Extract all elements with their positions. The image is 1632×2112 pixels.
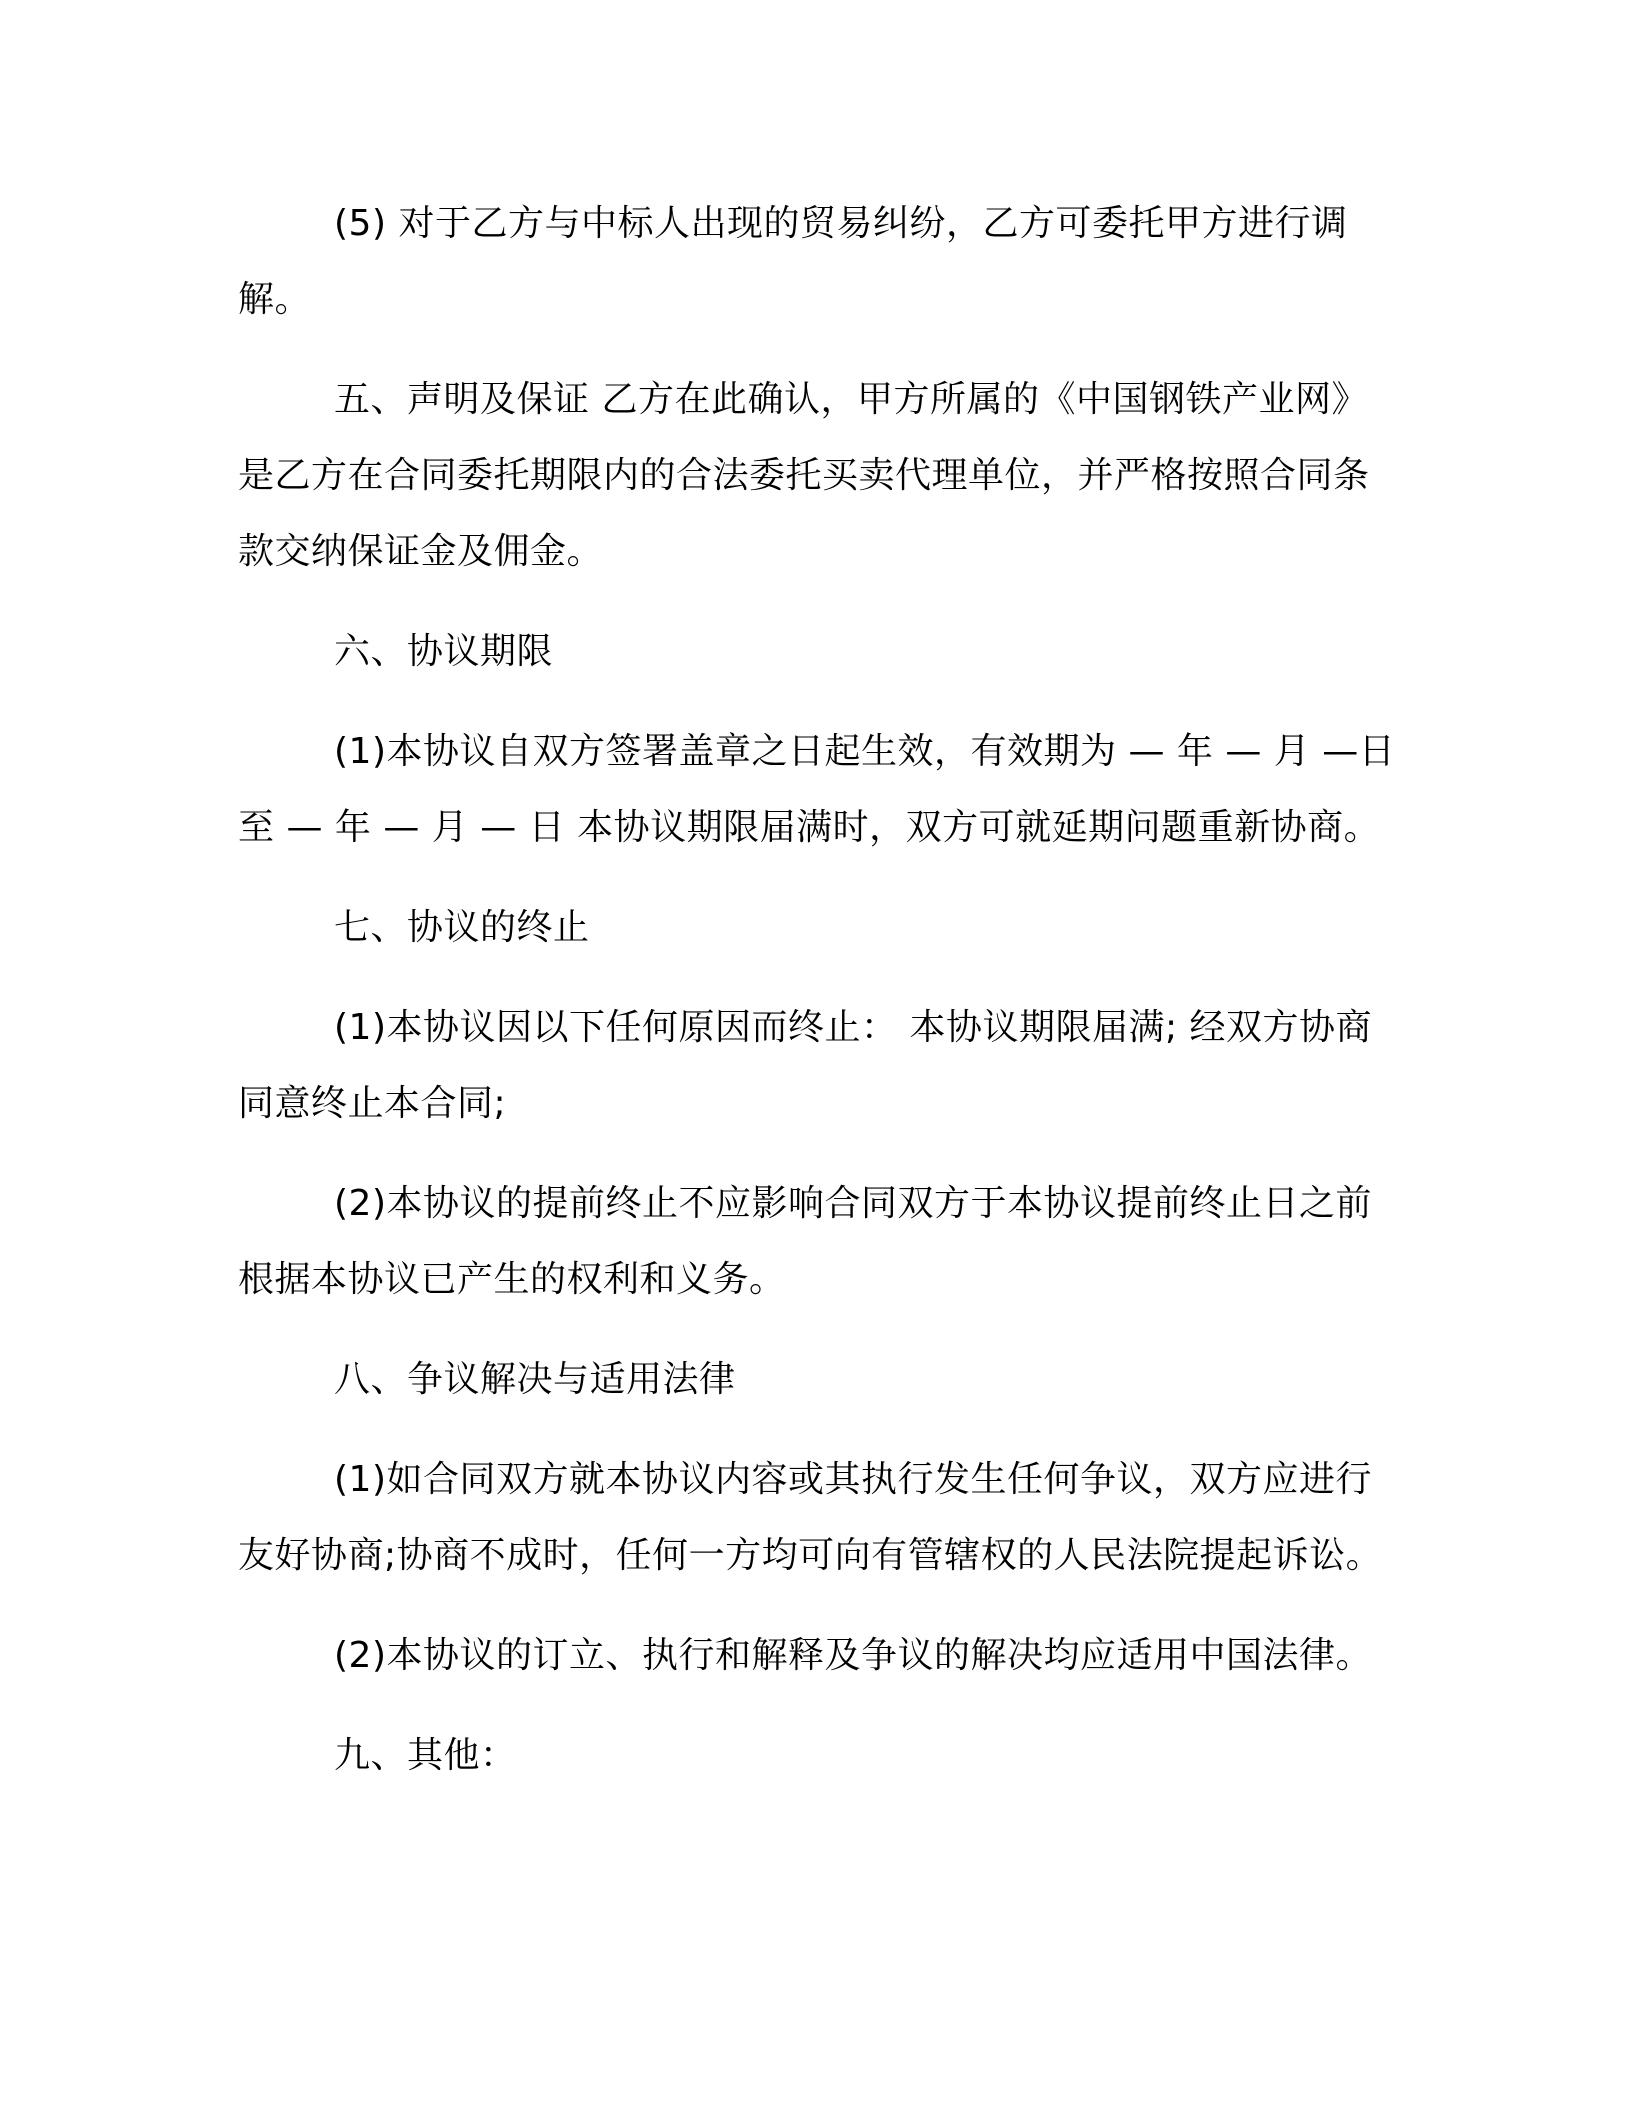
- document-body: [238, 186, 1400, 1794]
- heading-section-8-disputes: 八、争议解决与适用法律: [334, 1359, 736, 1400]
- heading-section-6-term: 六、协议期限: [334, 631, 554, 672]
- paragraph-clause-5: (5) 对于乙方与中标人出现的贸易纠纷，乙方可委托甲方进行调解。: [238, 203, 1348, 320]
- paragraph-term-clause-1: (1)本协议自双方签署盖章之日起生效，有效期为 — 年 — 月 —日至 — 年 — 月 — 日 本协议期限届满时，双方可就延期问题重新协商。: [238, 731, 1396, 848]
- heading-section-7-termination: 七、协议的终止: [334, 907, 590, 948]
- paragraph-termination-clause-2: (2)本协议的提前终止不应影响合同双方于本协议提前终止日之前根据本协议已产生的权利和义务。: [238, 1183, 1372, 1300]
- paragraph-section-5-declaration: 五、声明及保证 乙方在此确认，甲方所属的《中国钢铁产业网》是乙方在合同委托期限内的合法委托买卖代理单位，并严格按照合同条款交纳保证金及佣金。: [238, 379, 1370, 572]
- heading-section-9-other: 九、其他：: [334, 1735, 517, 1776]
- paragraph-disputes-clause-1: (1)如合同双方就本协议内容或其执行发生任何争议，双方应进行友好协商;协商不成时，任何一方均可向有管辖权的人民法院提起诉讼。: [238, 1459, 1383, 1576]
- paragraph-termination-clause-1: (1)本协议因以下任何原因而终止： 本协议期限届满; 经双方协商同意终止本合同;: [238, 1007, 1373, 1124]
- paragraph-disputes-clause-2: (2)本协议的订立、执行和解释及争议的解决均应适用中国法律。: [334, 1635, 1372, 1676]
